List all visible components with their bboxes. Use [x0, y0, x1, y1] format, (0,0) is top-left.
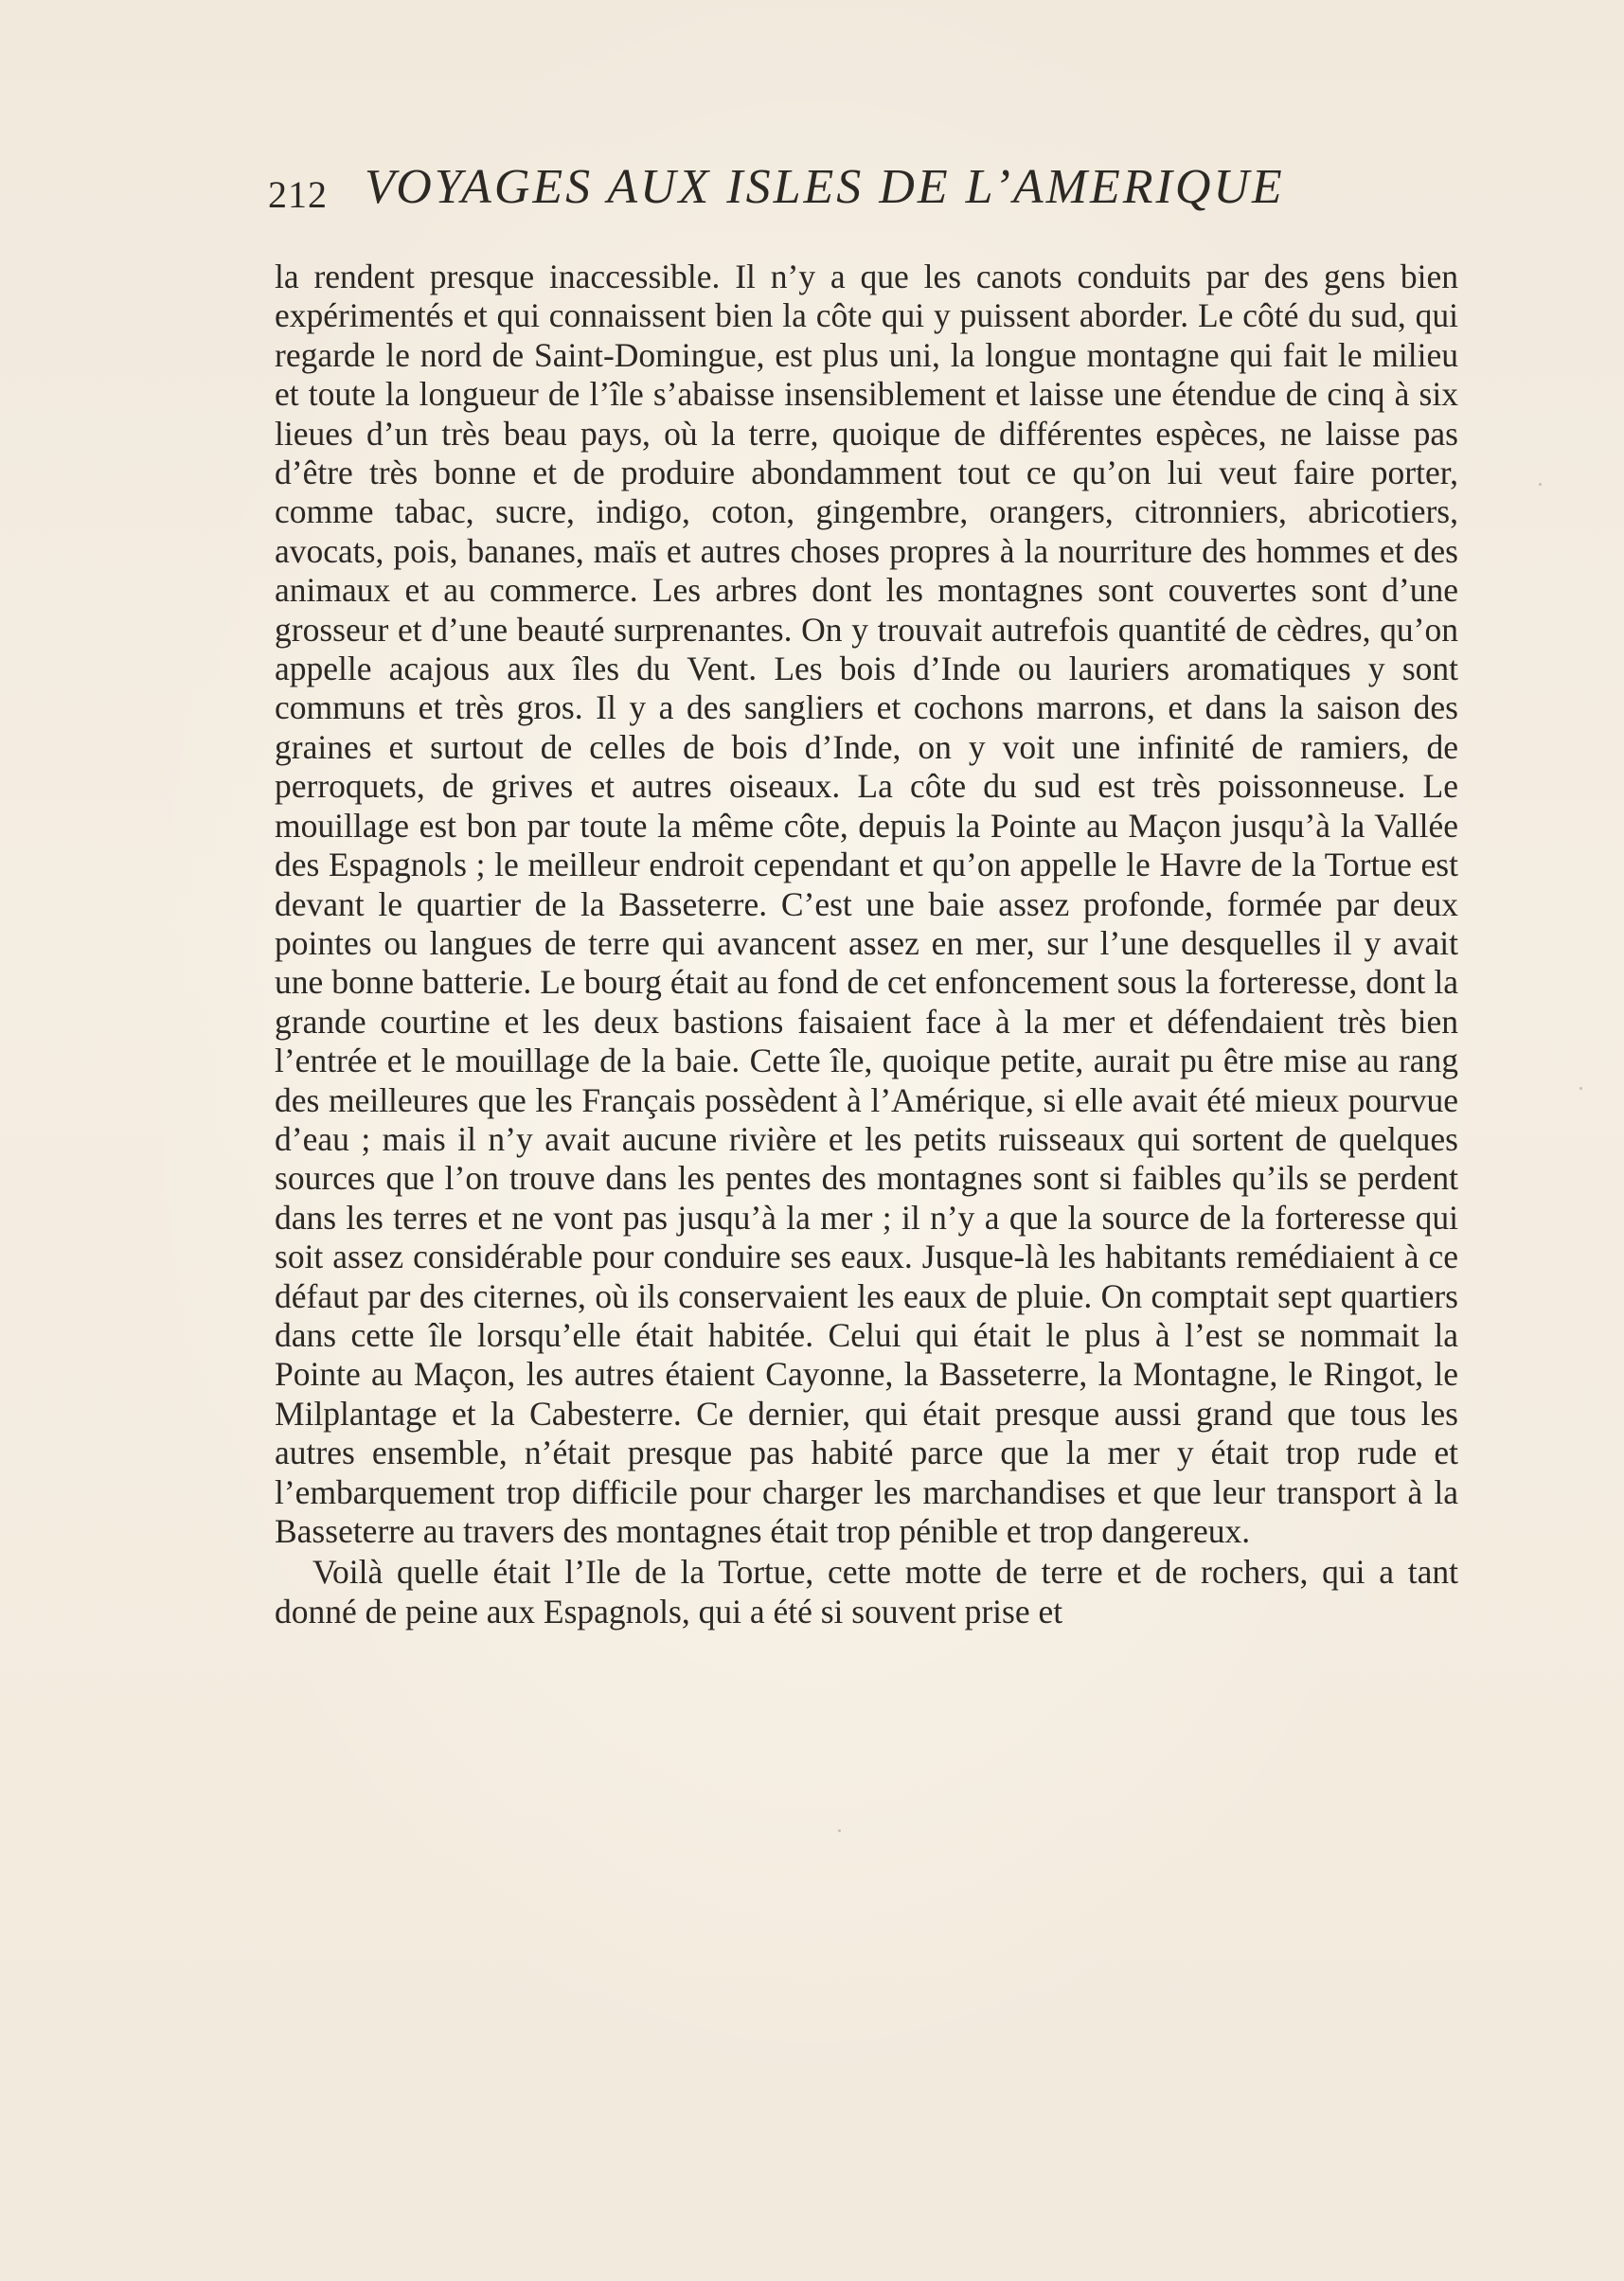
paper-speck	[1579, 1087, 1582, 1090]
paper-speck	[1539, 483, 1542, 486]
running-title: VOYAGES AUX ISLES DE L’AMERIQUE	[365, 160, 1285, 214]
page-number: 212	[268, 173, 328, 216]
paragraph-2: Voilà quelle était l’Ile de la Tortue, cette motte de terre et de rochers, qui a tant donné de peine aux Espagnols, qui a été si souvent prise et	[275, 1553, 1458, 1631]
paper-speck	[838, 1829, 841, 1832]
paragraph-1: la rendent presque inaccessible. Il n’y a que les canots conduits par des gens bien expérimentés et qui connaissent bien la côte qui y puissent aborder. Le côté du sud, qui regarde le nord de Saint-Domingue, est plus uni, la longue montagne qui fait le milieu et toute la longueur de l’île s’abaisse insensiblement et laisse une étendue de cinq à six lieues d’un très beau pays, où la terre, quoique de différentes espèces, ne laisse pas d’être très bonne et de produire abondamment tout ce qu’on lui veut faire porter, comme tabac, sucre, indigo, coton, gingembre, orangers, citronniers, abricotiers, avocats, pois, bananes, maïs et autres choses propres à la nourriture des hommes et des animaux et au commerce. Les arbres dont les montagnes sont couvertes sont d’une grosseur et d’une beauté surprenantes. On y trouvait autrefois quantité de cèdres, qu’on appelle acajous aux îles du Vent. Les bois d’Inde ou lauriers aromatiques y sont communs et très gros. Il y a des sangliers et cochons marrons, et dans la saison des graines et surtout de celles de bois d’Inde, on y voit une infinité de ramiers, de perroquets, de grives et autres oiseaux. La côte du sud est très poissonneuse. Le mouillage est bon par toute la même côte, depuis la Pointe au Maçon jusqu’à la Vallée des Espagnols ; le meilleur endroit cependant et qu’on appelle le Havre de la Tortue est devant le quartier de la Basseterre. C’est une baie assez profonde, formée par deux pointes ou langues de terre qui avancent assez en mer, sur l’une desquelles il y avait une bonne batterie. Le bourg était au fond de cet enfoncement sous la forteresse, dont la grande courtine et les deux bastions faisaient face à la mer et défendaient très bien l’entrée et le mouillage de la baie. Cette île, quoique petite, aurait pu être mise au rang des meilleures que les Français possèdent à l’Amérique, si elle avait été mieux pourvue d’eau ; mais il n’y avait aucune rivière et les petits ruisseaux qui sortent de quelques sources que l’on trouve dans les pentes des montagnes sont si faibles qu’ils se perdent dans les terres et ne vont pas jusqu’à la mer ; il n’y a que la source de la forteresse qui soit assez considérable pour conduire ses eaux. Jusque-là les habitants remédiaient à ce défaut par des citernes, où ils conservaient les eaux de pluie. On comptait sept quartiers dans cette île lorsqu’elle était habitée. Celui qui était le plus à l’est se nommait la Pointe au Maçon, les autres étaient Cayonne, la Basseterre, la Montagne, le Ringot, le Milplantage et la Cabesterre. Ce dernier, qui était presque aussi grand que tous les autres ensemble, n’était presque pas habité parce que la mer y était trop rude et l’embarquement trop difficile pour charger les marchandises et que leur transport à la Basseterre au travers des montagnes était trop pénible et trop dangereux.	[275, 258, 1458, 1550]
body-text	[275, 258, 1458, 1631]
page-header	[268, 159, 1461, 225]
